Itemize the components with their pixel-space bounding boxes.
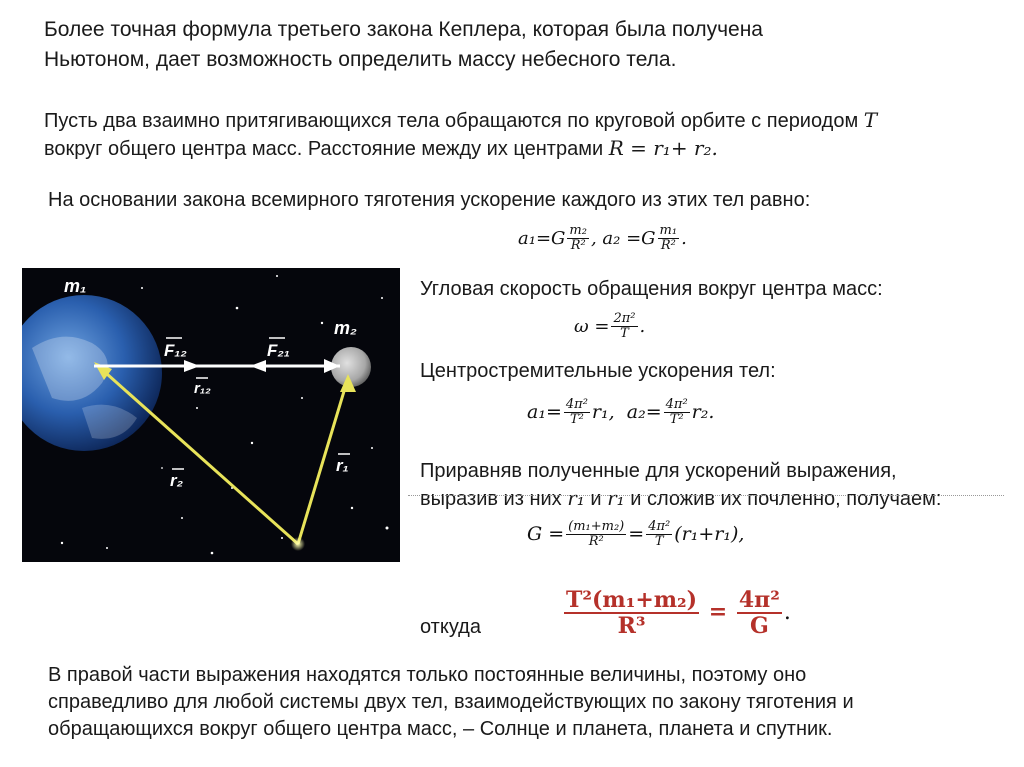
formula-acceleration: a₁=G $\frac{\text{m₂}}{\text{R²}}$ , a₂ =G $\frac{\text{m₁}}{\text{R²}}$ . (518, 223, 687, 254)
centripetal-frac-1: $\frac{\text{4π²}}{\text{T²}}$ (565, 397, 588, 428)
intro-line-1: Более точная формула третьего закона Кеплера, которая была получена (44, 18, 763, 41)
centripetal-text: Центростремительные ускорения тел: (420, 360, 776, 382)
label-r2: r₂ (170, 471, 184, 490)
conclusion-text (48, 662, 854, 743)
formula-final: $\frac{\text{T²(m₁+m₂)}}{\text{R³}}$ = $\frac{\text{4π²}}{G}$ . (566, 587, 791, 640)
label-r1: r₁ (336, 456, 349, 475)
label-F21: F₂₁ (267, 341, 290, 360)
setup-line-1: Пусть два взаимно притягивающихся тела обращаются по круговой орбите с периодом T (44, 108, 878, 132)
label-r12: r₁₂ (194, 380, 211, 397)
equate-line-1: Приравняв полученные для ускорений выражения, (420, 460, 897, 482)
conclusion-line-2: справедливо для любой системы двух тел, взаимодействующих по закону тяготения и (48, 691, 854, 713)
G-frac-2: $\frac{\text{4π²}}{T}$ (648, 519, 671, 550)
label-m2: m₂ (334, 318, 357, 338)
angular-text: Угловая скорость обращения вокруг центра масс: (420, 278, 883, 300)
formula-centripetal: a₁= $\frac{\text{4π²}}{\text{T²}}$ r₁, a₂= $\frac{\text{4π²}}{\text{T²}}$ r₂. (527, 397, 715, 428)
G-frac-1: $\frac{\text{(m₁+m₂)}}{\text{R²}}$ (568, 519, 625, 550)
gravity-text: На основании закона всемирного тяготения ускорение каждого из этих тел равно: (48, 189, 811, 211)
conclusion-line-1: В правой части выражения находятся только постоянные величины, поэтому оно (48, 664, 807, 686)
setup-text (44, 107, 877, 163)
formula-omega: ω = $\frac{\text{2π²}}{T}$ . (574, 311, 646, 342)
equate-line-2: выразив из них r₁ и r₁ и сложив их почленно, получаем: (420, 486, 942, 510)
distance-formula: R = r₁+ r₂. (608, 136, 718, 160)
period-symbol: T (863, 108, 878, 132)
formula-G: G = $\frac{\text{(m₁+m₂)}}{\text{R²}}$ = $\frac{\text{4π²}}{T}$ (r₁+r₁), (527, 519, 745, 550)
centripetal-frac-2: $\frac{\text{4π²}}{\text{T²}}$ (665, 397, 688, 428)
accel-frac-1: $\frac{\text{m₂}}{\text{R²}}$ (569, 223, 587, 254)
conclusion-line-3: обращающихся вокруг общего центра масс, – Солнце и планета, планета и спутник. (48, 718, 833, 740)
intro-text (44, 15, 763, 75)
orbit-figure (22, 268, 400, 562)
equate-text (420, 458, 941, 513)
setup-line-2: вокруг общего центра масс. Расстояние между их центрами R = r₁+ r₂. (44, 136, 718, 160)
label-F12: F₁₂ (164, 341, 187, 360)
final-frac-2: $\frac{\text{4π²}}{G}$ (738, 587, 780, 640)
center-of-mass (291, 537, 305, 551)
intro-line-2: Ньютоном, дает возможность определить массу небесного тела. (44, 48, 677, 71)
orbit-diagram (22, 268, 400, 562)
separator-dotted (408, 495, 1004, 496)
label-m1: m₁ (64, 276, 87, 296)
accel-frac-2: $\frac{\text{m₁}}{\text{R²}}$ (659, 223, 678, 254)
final-frac-1: $\frac{\text{T²(m₁+m₂)}}{\text{R³}}$ (566, 587, 698, 640)
omega-frac: $\frac{\text{2π²}}{T}$ (613, 311, 636, 342)
whence-text: откуда (420, 616, 481, 638)
